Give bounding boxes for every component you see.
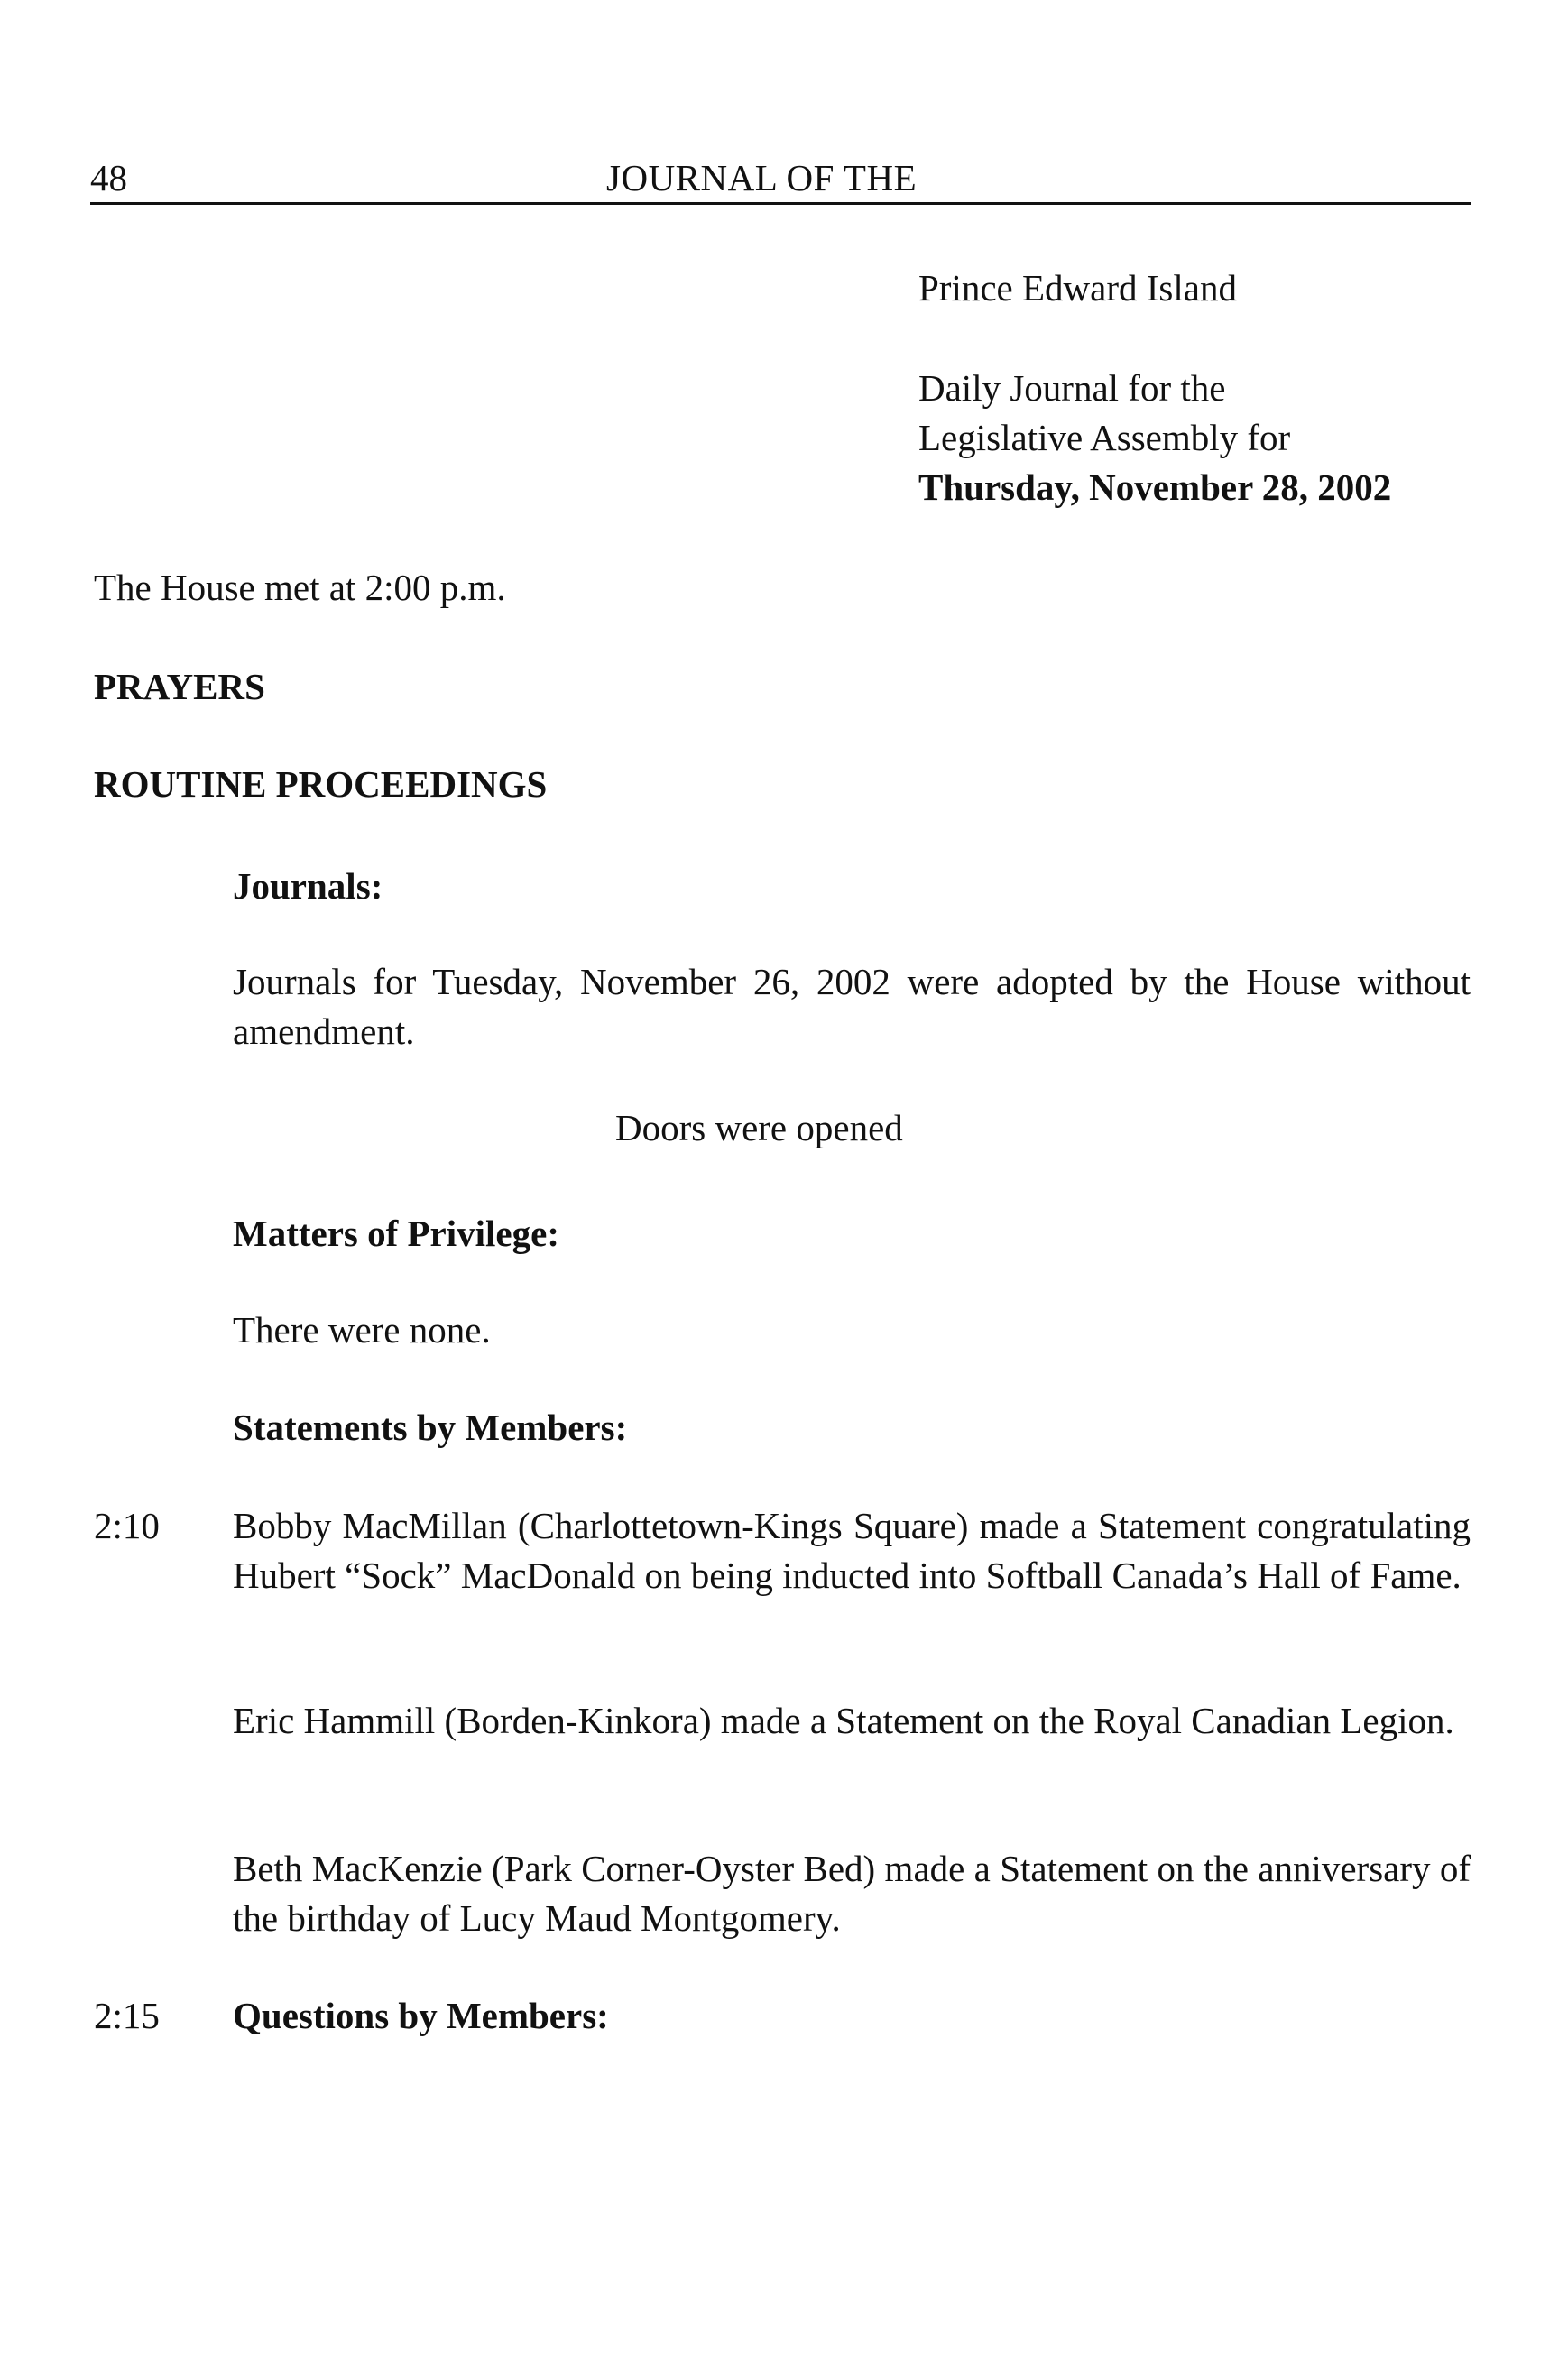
doors-note: Doors were opened <box>615 1107 903 1148</box>
privilege-text: There were none. <box>233 1309 491 1351</box>
statements-heading: Statements by Members: <box>233 1407 628 1448</box>
journals-heading: Journals: <box>233 865 383 907</box>
page-number: 48 <box>90 157 127 198</box>
statement-item: Beth MacKenzie (Park Corner-Oyster Bed) made a Statement on the anniversary of the birthday of Lucy Maud Montgomery. <box>233 1848 1471 1939</box>
header-rule <box>90 202 1471 205</box>
journal-title-line-1: Daily Journal for the <box>918 367 1226 409</box>
statement-item: Bobby MacMillan (Charlottetown-Kings Square) made a Statement congratulating Hubert “Sock” MacDonald on being inducted into Softball Canada’s Hall of Fame. <box>233 1505 1471 1596</box>
journal-title-line-2: Legislative Assembly for <box>918 417 1291 458</box>
routine-proceedings-heading: ROUTINE PROCEEDINGS <box>94 763 548 805</box>
time-marker: 2:15 <box>94 1995 160 2036</box>
journals-text: Journals for Tuesday, November 26, 2002 were adopted by the House without amendment. <box>233 961 1471 1052</box>
prayers-heading: PRAYERS <box>94 666 265 707</box>
sitting-date: Thursday, November 28, 2002 <box>918 466 1392 508</box>
privilege-heading: Matters of Privilege: <box>233 1213 559 1254</box>
running-title: JOURNAL OF THE <box>606 157 918 198</box>
questions-heading: Questions by Members: <box>233 1995 609 2036</box>
time-marker: 2:10 <box>94 1505 160 1546</box>
province-name: Prince Edward Island <box>918 267 1237 309</box>
opening-line: The House met at 2:00 p.m. <box>94 567 506 608</box>
statement-item: Eric Hammill (Borden-Kinkora) made a Statement on the Royal Canadian Legion. <box>233 1700 1454 1741</box>
